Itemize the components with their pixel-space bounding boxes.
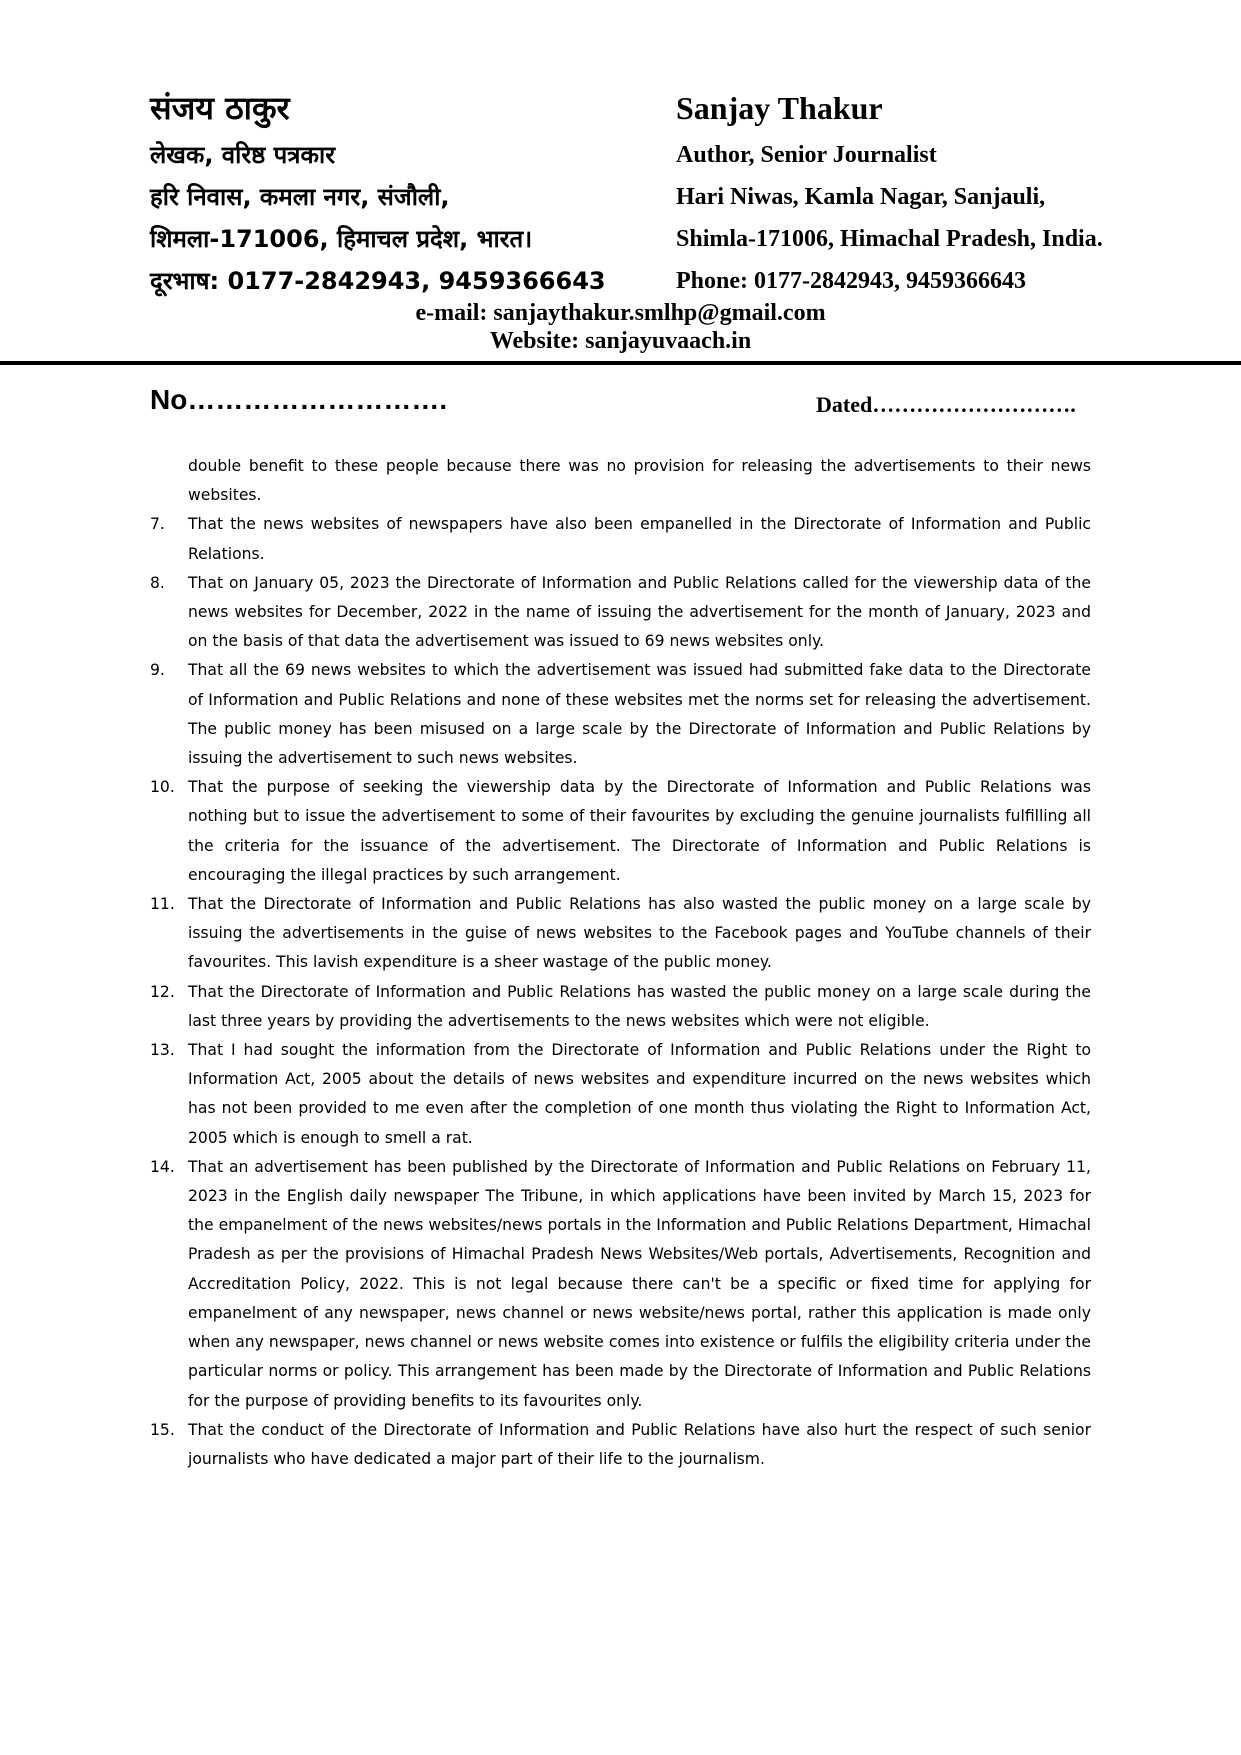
- website-address: Website: sanjayuvaach.in: [489, 328, 752, 354]
- address-line1: Hari Niwas, Kamla Nagar, Sanjauli,: [676, 184, 1046, 210]
- address-line1-hindi: हरि निवास, कमला नगर, संजौली,: [150, 183, 450, 211]
- numbered-paragraph: [150, 1036, 1091, 1153]
- paragraph-text: That the Directorate of Information and Public Relations has also wasted the public money on a large scale by issuing the advertisements in the guise of news websites to the Facebook pages and YouTube channels of their favourites. This lavish expenditure is a sheer wastage of the public money.: [188, 895, 1091, 972]
- paragraph-text: That the news websites of newspapers have also been empanelled in the Directorate of Information and Public Relations.: [188, 515, 1091, 563]
- author-title: Author, Senior Journalist: [676, 142, 937, 168]
- address-line2: Shimla-171006, Himachal Pradesh, India.: [676, 226, 1103, 252]
- header-divider: [0, 361, 1241, 365]
- paragraph-number: 10.: [150, 778, 175, 797]
- numbered-paragraph: [150, 1416, 1091, 1474]
- address-line2-hindi: शिमला-171006, हिमाचल प्रदेश, भारत।: [150, 225, 533, 253]
- numbered-paragraph: [150, 890, 1091, 978]
- continuation-paragraph: [150, 452, 1091, 510]
- phone: Phone: 0177-2842943, 9459366643: [676, 268, 1026, 294]
- paragraph-number: 15.: [150, 1420, 175, 1439]
- numbered-paragraph: [150, 656, 1091, 773]
- letterhead: [0, 0, 1241, 360]
- paragraph-text: That the conduct of the Directorate of Information and Public Relations have also hurt the respect of such senior journalists who have dedicated a major part of their life to the journalism.: [188, 1420, 1091, 1468]
- paragraph-text: That the purpose of seeking the viewership data by the Directorate of Information and Public Relations was nothing but to issue the advertisement to some of their favourites by excluding the genuine journalists fulfilling all the criteria for the issuance of the advertisement. The Directorate of Information and Public Relations is encouraging the illegal practices by such arrangement.: [188, 778, 1091, 884]
- reference-date: Dated……………………….: [816, 392, 1076, 417]
- paragraph-text: That on January 05, 2023 the Directorate of Information and Public Relations called for the viewership data of the news websites for December, 2022 in the name of issuing the advertisement for the month of January, 2023 and on the basis of that data the advertisement was issued to 69 news websites only.: [188, 573, 1091, 651]
- paragraph-number: 8.: [150, 573, 165, 592]
- paragraph-text: That the Directorate of Information and Public Relations has wasted the public money on a large scale during the last three years by providing the advertisements to the news websites which were not eligible.: [188, 982, 1091, 1030]
- paragraph-number: 14.: [150, 1157, 175, 1176]
- numbered-paragraph: [150, 773, 1091, 890]
- paragraph-text: That I had sought the information from the Directorate of Information and Public Relations under the Right to Information Act, 2005 about the details of news websites and expenditure incurred on the news websites which has not been provided to me even after the completion of one month thus violating the Right to Information Act, 2005 which is enough to smell a rat.: [188, 1041, 1091, 1147]
- numbered-paragraph: [150, 569, 1091, 657]
- paragraph-text: That an advertisement has been published by the Directorate of Information and Public Relations on February 11, 2023 in the English daily newspaper The Tribune, in which applications have been invited by March 15, 2023 for the empanelment of the news websites/news portals in the Information and Public Relations Department, Himachal Pradesh as per the provisions of Himachal Pradesh News Websites/Web portals, Advertisements, Recognition and Accreditation Policy, 2022. This is not legal because there can't be a specific or fixed time for applying for empanelment of any newspaper, news channel or news website/news portal, rather this application is made only when any newspaper, news channel or news website comes into existence or fulfils the eligibility criteria under the particular norms or policy. This arrangement has been made by the Directorate of Information and Public Relations for the purpose of providing benefits to its favourites only.: [188, 1157, 1091, 1410]
- author-title-hindi: लेखक, वरिष्ठ पत्रकार: [150, 141, 336, 169]
- email-address: e-mail: sanjaythakur.smlhp@gmail.com: [415, 300, 826, 326]
- numbered-paragraph: [150, 510, 1091, 568]
- author-name: Sanjay Thakur: [676, 90, 883, 126]
- reference-number: No……………………….: [150, 384, 448, 415]
- paragraph-text: double benefit to these people because there was no provision for releasing the advertisements to their news websites.: [188, 457, 1091, 505]
- phone-hindi: दूरभाष: 0177-2842943, 9459366643: [150, 267, 606, 295]
- author-name-hindi: संजय ठाकुर: [150, 89, 290, 127]
- paragraph-number: 12.: [150, 982, 175, 1001]
- letterhead-hindi: [150, 86, 670, 306]
- paragraph-number: 9.: [150, 661, 165, 680]
- paragraph-number: 7.: [150, 515, 165, 534]
- numbered-paragraph: [150, 1153, 1091, 1416]
- numbered-paragraph: [150, 978, 1091, 1036]
- paragraph-text: That all the 69 news websites to which the advertisement was issued had submitted fake data to the Directorate of Information and Public Relations and none of these websites met the norms set for releasing the advertisement. The public money has been misused on a large scale by the Directorate of Information and Public Relations by issuing the advertisement to such news websites.: [188, 661, 1091, 768]
- letter-body: [150, 452, 1091, 1474]
- paragraph-number: 13.: [150, 1041, 175, 1060]
- paragraph-number: 11.: [150, 895, 175, 914]
- letterhead-english: [676, 86, 1236, 306]
